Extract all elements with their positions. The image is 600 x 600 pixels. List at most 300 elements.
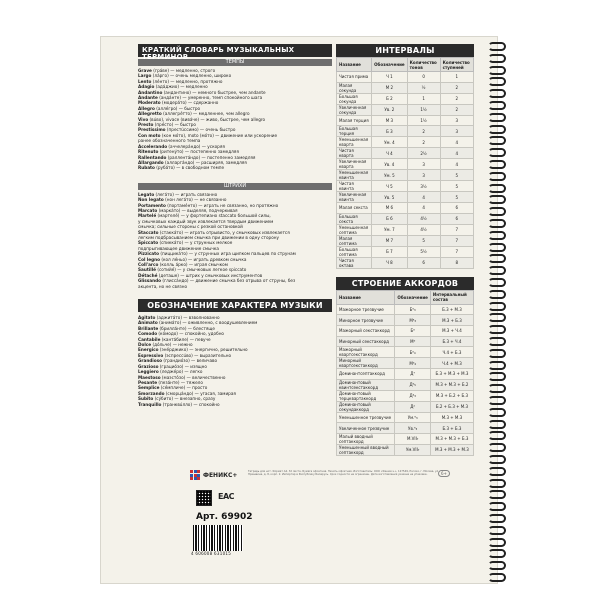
- term-word: Adagio: [138, 84, 155, 90]
- table-cell: Б⁵₃: [395, 304, 430, 315]
- term-definition: (анимáто) — оживленно, с воодушевлением: [157, 320, 258, 326]
- table-cell: Б.3 + Ч.4: [430, 336, 473, 347]
- table-cell: 4: [407, 203, 440, 214]
- table-row: [337, 246, 474, 257]
- table-cell: Большая секста: [337, 213, 372, 224]
- table-cell: М.3 + М.3 + Б.2: [430, 379, 473, 390]
- term-word: Dolce: [138, 342, 152, 348]
- term-definition: (кантáбиле) — певуче: [160, 336, 211, 342]
- spiral-coil: [488, 77, 506, 86]
- term-word: Rubato: [138, 165, 155, 171]
- term-word: Andante: [138, 95, 158, 101]
- term-definition: (легáто) — играть связанно: [154, 191, 218, 197]
- table-cell: Д⁴₃: [395, 390, 430, 401]
- table-row: [337, 181, 474, 192]
- table-cell: 3: [407, 159, 440, 170]
- table-cell: 2½: [407, 148, 440, 159]
- brand-name: ФЕНИКС+: [203, 471, 238, 479]
- chords-header-row: [337, 290, 474, 304]
- term-definition: (глиссáндо) — движение смычка без отрыва от струны, без: [160, 278, 296, 284]
- table-cell: Мажорное трезвучие: [337, 304, 395, 315]
- spiral-coil: [488, 349, 506, 358]
- table-cell: Б.3 + М.3: [430, 304, 473, 315]
- table-cell: 6: [440, 213, 473, 224]
- chords-title: СТРОЕНИЕ АККОРДОВ: [336, 277, 474, 290]
- spiral-coil: [488, 443, 506, 452]
- table-cell: 4: [407, 192, 440, 203]
- table-cell: М.3 + М.3: [430, 412, 473, 423]
- spiral-coil: [488, 431, 506, 440]
- table-row: [337, 433, 474, 444]
- term-definition: (аллéгро) — быстро: [154, 105, 201, 111]
- term-definition: (кол лéньо) — играть древком смычка: [159, 256, 247, 262]
- term-word: Largo: [138, 73, 152, 79]
- table-row: [337, 72, 474, 83]
- term-word: Non legato: [138, 197, 164, 203]
- table-cell: Увеличенная секунда: [337, 104, 372, 115]
- stroke-list: [138, 192, 332, 289]
- table-cell: 4½: [407, 224, 440, 235]
- table-cell: Б.3 + М.3 + М.3: [430, 369, 473, 380]
- table-cell: М.3 + Б.3: [430, 315, 473, 326]
- table-cell: Ч 5: [372, 181, 407, 192]
- term-word: Marcato: [138, 207, 158, 213]
- term-definition: (маркáто) — выделяя, подчеркивая: [157, 207, 238, 213]
- term-definition: (грациóзо) — изящно: [158, 363, 207, 369]
- term-definition: (вúво), vivace (вивáче) — живо, быстрее, чем allegro: [148, 116, 266, 122]
- table-cell: М 2: [372, 82, 407, 93]
- table-cell: Малая септима: [337, 235, 372, 246]
- term-word: Grave: [138, 68, 152, 73]
- table-cell: Доминантовый секундаккорд: [337, 401, 395, 412]
- term-word: Coll'arco: [138, 262, 159, 267]
- term-word: Col legno: [138, 256, 160, 262]
- table-cell: Доминантовый квинтсекстаккорд: [337, 379, 395, 390]
- table-cell: 1: [440, 72, 473, 83]
- intervals-header-row: [337, 58, 474, 72]
- term-definition: (андáнте) — умеренно, темп спокойного шага: [157, 95, 263, 101]
- table-cell: Ув. 4: [372, 159, 407, 170]
- term-word: Pesante: [138, 379, 158, 385]
- term-definition: (прéсто) — быстро: [153, 122, 196, 128]
- term-word: Andantino: [138, 89, 163, 95]
- table-row: [337, 159, 474, 170]
- table-row: [337, 412, 474, 423]
- table-cell: Уменьшенный вводный септаккорд: [337, 444, 395, 455]
- term-definition: (алларгáндо) — расширяя, замедляя: [163, 159, 247, 165]
- term-definition: (аччелерáндо) — ускоряя: [167, 143, 225, 149]
- term-word: Grazioso: [138, 363, 159, 369]
- table-header-cell: Количество ступеней: [440, 58, 473, 72]
- spiral-coil: [488, 325, 506, 334]
- table-row: [337, 325, 474, 336]
- table-cell: Мажорный квартсекстаккорд: [337, 347, 395, 358]
- term-word: Tranquillo: [138, 401, 162, 407]
- brand-logo: [190, 470, 237, 480]
- table-cell: 3: [440, 115, 473, 126]
- term-definition: (стаккáто) — играть отрывисто, у смычковых извлекается: [158, 229, 290, 235]
- term-word: Spiccato: [138, 240, 159, 246]
- term-definition: (сéмпличе) — просто: [159, 385, 208, 391]
- spiral-coil: [488, 549, 506, 558]
- table-cell: Мажорный секстаккорд: [337, 325, 395, 336]
- table-cell: Ч 1: [372, 72, 407, 83]
- table-cell: Большая септима: [337, 246, 372, 257]
- term-definition: (раллентáндо) — постепенно замедляя: [166, 154, 256, 160]
- term-definition: (кóмодо) — спокойно, удобно: [157, 331, 224, 337]
- table-cell: Малая терция: [337, 115, 372, 126]
- spiral-coil: [488, 361, 506, 370]
- table-row: [337, 379, 474, 390]
- spiral-coil: [488, 113, 506, 122]
- table-cell: Уменьшенная квинта: [337, 170, 372, 181]
- table-cell: Д²: [395, 401, 430, 412]
- table-cell: 5½: [407, 246, 440, 257]
- table-cell: Ув. 5: [372, 192, 407, 203]
- table-cell: 3½: [407, 181, 440, 192]
- table-row: [337, 423, 474, 434]
- term-word: Allargando: [138, 159, 164, 165]
- table-cell: 2: [407, 137, 440, 148]
- table-cell: Ум. 4: [372, 137, 407, 148]
- term-definition: (сýбито) — внезапно, сразу: [153, 396, 216, 402]
- term-entry: [138, 402, 332, 407]
- table-cell: Увеличенная квинта: [337, 192, 372, 203]
- term-definition: подпрыгивающее движение смычка: [138, 245, 219, 251]
- table-row: [337, 315, 474, 326]
- table-cell: Минорный квартсекстаккорд: [337, 358, 395, 369]
- term-definition: ранее обозначенного темпа: [138, 138, 201, 144]
- spiral-coil: [488, 290, 506, 299]
- table-cell: 8: [440, 257, 473, 268]
- term-word: Détaché: [138, 272, 158, 278]
- spiral-coil: [488, 172, 506, 181]
- table-cell: Ув. 2: [372, 104, 407, 115]
- table-cell: 5: [440, 170, 473, 181]
- term-definition: (колль áрко) — играя смычком: [158, 262, 228, 267]
- term-word: Semplice: [138, 385, 160, 391]
- table-cell: М 7: [372, 235, 407, 246]
- table-row: [337, 137, 474, 148]
- table-cell: Ч 8: [372, 257, 407, 268]
- term-definition: акцента, но не связно: [138, 283, 188, 289]
- term-word: Accelerando: [138, 143, 168, 149]
- term-word: Staccato: [138, 229, 159, 235]
- term-word: Lento: [138, 78, 152, 84]
- term-definition: (эспрессúво) — выразительно: [163, 352, 232, 358]
- term-word: Moderato: [138, 100, 161, 106]
- table-header-cell: Название: [337, 58, 372, 72]
- table-cell: 7: [440, 235, 473, 246]
- term-definition: (нон легáто) — не связанно: [163, 197, 227, 203]
- term-word: Smorzando: [138, 390, 165, 396]
- term-definition: (сотийé) — у смычковых легкое spiccato: [155, 267, 247, 273]
- table-cell: М⁶₄: [395, 358, 430, 369]
- table-row: [337, 390, 474, 401]
- spiral-coil: [488, 479, 506, 488]
- spiral-coil: [488, 408, 506, 417]
- table-cell: М 3: [372, 115, 407, 126]
- table-header-cell: Количество тонов: [407, 58, 440, 72]
- intervals-title: ИНТЕРВАЛЫ: [336, 44, 474, 57]
- term-word: Rallentando: [138, 154, 167, 160]
- spiral-coil: [488, 384, 506, 393]
- table-cell: Ум.⁵₃: [395, 412, 430, 423]
- table-cell: Б 6: [372, 213, 407, 224]
- table-cell: Б⁶₄: [395, 347, 430, 358]
- spiral-coil: [488, 243, 506, 252]
- table-row: [337, 235, 474, 246]
- table-cell: Ч.4 + М.3: [430, 358, 473, 369]
- term-definition: у смычковых каждый звук извлекается твердым движением: [138, 218, 274, 224]
- spiral-coil: [488, 89, 506, 98]
- term-entry: [138, 165, 332, 170]
- table-row: [337, 304, 474, 315]
- table-cell: 4½: [407, 213, 440, 224]
- character-list: [138, 315, 332, 407]
- term-definition: (бриллáнте) — блестяще: [158, 325, 215, 331]
- table-cell: Чистая кварта: [337, 148, 372, 159]
- term-word: Allegro: [138, 105, 155, 111]
- spiral-coil: [488, 278, 506, 287]
- spiral-coil: [488, 514, 506, 523]
- spiral-coil: [488, 160, 506, 169]
- table-cell: 4: [440, 159, 473, 170]
- term-definition: (адáджио) — медленно: [154, 84, 208, 90]
- table-cell: 3: [407, 170, 440, 181]
- terms-column: [138, 44, 332, 407]
- spiral-coil: [488, 455, 506, 464]
- term-definition: (лéнто) — медленно, протяжно: [151, 78, 223, 84]
- table-cell: Б 7: [372, 246, 407, 257]
- spiral-coil: [488, 184, 506, 193]
- table-cell: Д⁷: [395, 369, 430, 380]
- term-word: Ritenuto: [138, 149, 159, 155]
- table-cell: Ув.⁵₃: [395, 423, 430, 434]
- term-definition: (спиккáто) — у струнных мелкое: [158, 240, 233, 246]
- barcode-icon: [193, 525, 243, 551]
- spiral-coil: [488, 538, 506, 547]
- term-word: Portamento: [138, 202, 166, 208]
- table-cell: Чистая квинта: [337, 181, 372, 192]
- table-row: [337, 401, 474, 412]
- spiral-coil: [488, 66, 506, 75]
- term-word: Pizzicato: [138, 251, 160, 257]
- spiral-coil: [488, 313, 506, 322]
- term-word: Glissando: [138, 278, 161, 284]
- term-definition: (аджитáто) — взволнованно: [155, 315, 220, 321]
- term-word: Allegretto: [138, 111, 162, 117]
- table-cell: 6: [407, 257, 440, 268]
- table-cell: 5: [407, 235, 440, 246]
- term-word: Presto: [138, 122, 154, 128]
- table-cell: М.3 + Ч.4: [430, 325, 473, 336]
- table-cell: 7: [440, 246, 473, 257]
- term-word: Leggiero: [138, 369, 159, 375]
- table-row: [337, 224, 474, 235]
- term-definition: (пезáнте) — тяжело: [157, 379, 203, 385]
- table-cell: 5: [440, 192, 473, 203]
- term-word: Cantabile: [138, 336, 161, 342]
- phoenix-logo-icon: [190, 470, 200, 480]
- spiral-coil: [488, 372, 506, 381]
- spiral-coil: [488, 266, 506, 275]
- table-cell: Б.3 + Б.3: [430, 423, 473, 434]
- eac-mark: EAC: [218, 492, 235, 501]
- term-word: Con moto: [138, 132, 161, 138]
- stroke-section-label: ШТРИХИ: [138, 183, 332, 190]
- term-word: Energico: [138, 347, 159, 353]
- table-cell: М⁶: [395, 336, 430, 347]
- spiral-coil: [488, 396, 506, 405]
- table-cell: Ум.VII₇: [395, 444, 430, 455]
- table-row: [337, 336, 474, 347]
- table-cell: Большая секунда: [337, 93, 372, 104]
- intervals-table: [336, 57, 474, 269]
- term-definition: (пиццикáто) — у струнных игра щипком пальцев по струнам: [159, 251, 296, 257]
- table-cell: Доминантсептаккорд: [337, 369, 395, 380]
- term-word: Martelé: [138, 213, 157, 219]
- term-definition: (транквúлло) — спокойно: [161, 401, 220, 407]
- table-cell: Уменьшенная септима: [337, 224, 372, 235]
- table-cell: Доминантовый терцквартаккорд: [337, 390, 395, 401]
- table-cell: 4: [440, 148, 473, 159]
- table-cell: 2: [440, 93, 473, 104]
- table-row: [337, 170, 474, 181]
- article-number: Арт. 69902: [196, 512, 253, 522]
- term-definition: (престúссимо) — очень быстро: [165, 127, 236, 133]
- barcode-number: 4 606008 631015: [191, 551, 232, 556]
- table-cell: Малая секста: [337, 203, 372, 214]
- term-definition: (сморцáндо) — угасая, замирая: [164, 390, 236, 396]
- table-cell: М.3 + Б.2 + Б.3: [430, 390, 473, 401]
- table-cell: 2: [407, 126, 440, 137]
- table-cell: Б⁶: [395, 325, 430, 336]
- table-cell: 3: [440, 126, 473, 137]
- spiral-binding: [488, 36, 506, 584]
- table-cell: Ум. 7: [372, 224, 407, 235]
- terms-title: КРАТКИЙ СЛОВАРЬ МУЗЫКАЛЬНЫХ ТЕРМИНОВ: [138, 44, 332, 57]
- table-row: [337, 93, 474, 104]
- term-definition: (грандиóзо) — величаво: [162, 358, 218, 364]
- age-badge: 6+: [438, 470, 450, 477]
- table-cell: Чистая прима: [337, 72, 372, 83]
- term-word: Comodo: [138, 331, 158, 337]
- spiral-coil: [488, 561, 506, 570]
- table-cell: М 6: [372, 203, 407, 214]
- spiral-coil: [488, 219, 506, 228]
- tempo-list: [138, 68, 332, 171]
- table-row: [337, 203, 474, 214]
- term-word: Brillante: [138, 325, 159, 331]
- table-cell: Ч.4 + Б.3: [430, 347, 473, 358]
- character-title: ОБОЗНАЧЕНИЕ ХАРАКТЕРА МУЗЫКИ: [138, 299, 332, 312]
- term-word: Vivo: [138, 116, 149, 122]
- table-cell: 1½: [407, 115, 440, 126]
- spiral-coil: [488, 467, 506, 476]
- table-cell: 6: [440, 203, 473, 214]
- term-definition: (энéрджико) — энергично, решительно: [158, 347, 248, 353]
- term-definition: (дóльче) — нежно: [151, 342, 193, 348]
- term-definition: (портамéнто) — играть не связанно, но протяжно: [165, 202, 279, 208]
- table-header-cell: Обозначение: [395, 290, 430, 304]
- spiral-coil: [488, 207, 506, 216]
- table-row: [337, 257, 474, 268]
- table-row: [337, 148, 474, 159]
- term-definition: (мартелé) — у фортепиано staccato большой силы,: [156, 213, 271, 219]
- term-word: Maestoso: [138, 374, 161, 380]
- table-cell: 1½: [407, 104, 440, 115]
- table-cell: Увеличенная кварта: [337, 159, 372, 170]
- spiral-coil: [488, 420, 506, 429]
- table-cell: Увеличенное трезвучие: [337, 423, 395, 434]
- tempo-section-label: ТЕМПЫ: [138, 59, 332, 66]
- table-row: [337, 126, 474, 137]
- table-cell: М.3 + М.3 + М.3: [430, 444, 473, 455]
- term-definition: (маэстóзо) — величественно: [160, 374, 226, 380]
- table-header-cell: Название: [337, 290, 395, 304]
- table-row: [337, 369, 474, 380]
- term-word: Animato: [138, 320, 158, 326]
- table-cell: 2: [440, 82, 473, 93]
- table-cell: 4: [440, 137, 473, 148]
- table-cell: М.VII₇: [395, 433, 430, 444]
- table-cell: 2: [440, 104, 473, 115]
- spiral-coil: [488, 101, 506, 110]
- spiral-coil: [488, 502, 506, 511]
- spiral-coil: [488, 302, 506, 311]
- term-definition: (кон мóто), moto (мóто) — движение или ускорение: [160, 132, 278, 138]
- spiral-coil: [488, 54, 506, 63]
- term-definition: (аллегрéтто) — медленнее, чем allegro: [161, 111, 250, 117]
- table-cell: Д⁶₅: [395, 379, 430, 390]
- table-cell: Б 3: [372, 126, 407, 137]
- spiral-coil: [488, 195, 506, 204]
- spiral-coil: [488, 136, 506, 145]
- term-word: Agitato: [138, 315, 156, 321]
- table-row: [337, 104, 474, 115]
- table-cell: Ум. 5: [372, 170, 407, 181]
- table-cell: Чистая октава: [337, 257, 372, 268]
- spiral-coil: [488, 148, 506, 157]
- table-row: [337, 192, 474, 203]
- table-cell: Уменьшенное трезвучие: [337, 412, 395, 423]
- spiral-coil: [488, 337, 506, 346]
- table-cell: Большая терция: [337, 126, 372, 137]
- term-word: Subito: [138, 396, 154, 402]
- term-definition: (рубáто) — в свободном темпе: [154, 165, 225, 171]
- term-word: Prestissimo: [138, 127, 166, 133]
- fine-print: Тетрадь для нот. Формат А4. 32 листа. Бумага офсетная. Печать офсетная. Изготовитель: ООО «Феникс+», 127549, Россия, г. Москва, ул. Пришвина, д. 8, корп. 2. Импортер в Республику Беларусь. Срок годности не ограничен. Дата изготовления указана на упаковке.: [248, 470, 440, 477]
- spiral-coil: [488, 231, 506, 240]
- term-word: Espressivo: [138, 352, 164, 358]
- spiral-coil: [488, 573, 506, 582]
- table-header-cell: Обозначение: [372, 58, 407, 72]
- table-cell: Б.2 + Б.3 + М.3: [430, 401, 473, 412]
- table-cell: 0: [407, 72, 440, 83]
- table-row: [337, 347, 474, 358]
- table-cell: Минорный секстаккорд: [337, 336, 395, 347]
- table-row: [337, 82, 474, 93]
- table-cell: 7: [440, 224, 473, 235]
- spiral-coil: [488, 526, 506, 535]
- term-definition: (грáве) — медленно, строго: [151, 68, 216, 73]
- table-cell: Б 2: [372, 93, 407, 104]
- term-definition: легким подбрасыванием смычка при движении в одну сторону: [138, 234, 279, 240]
- table-header-cell: Интервальный состав: [430, 290, 473, 304]
- spiral-coil: [488, 490, 506, 499]
- term-word: Sautillé: [138, 267, 156, 273]
